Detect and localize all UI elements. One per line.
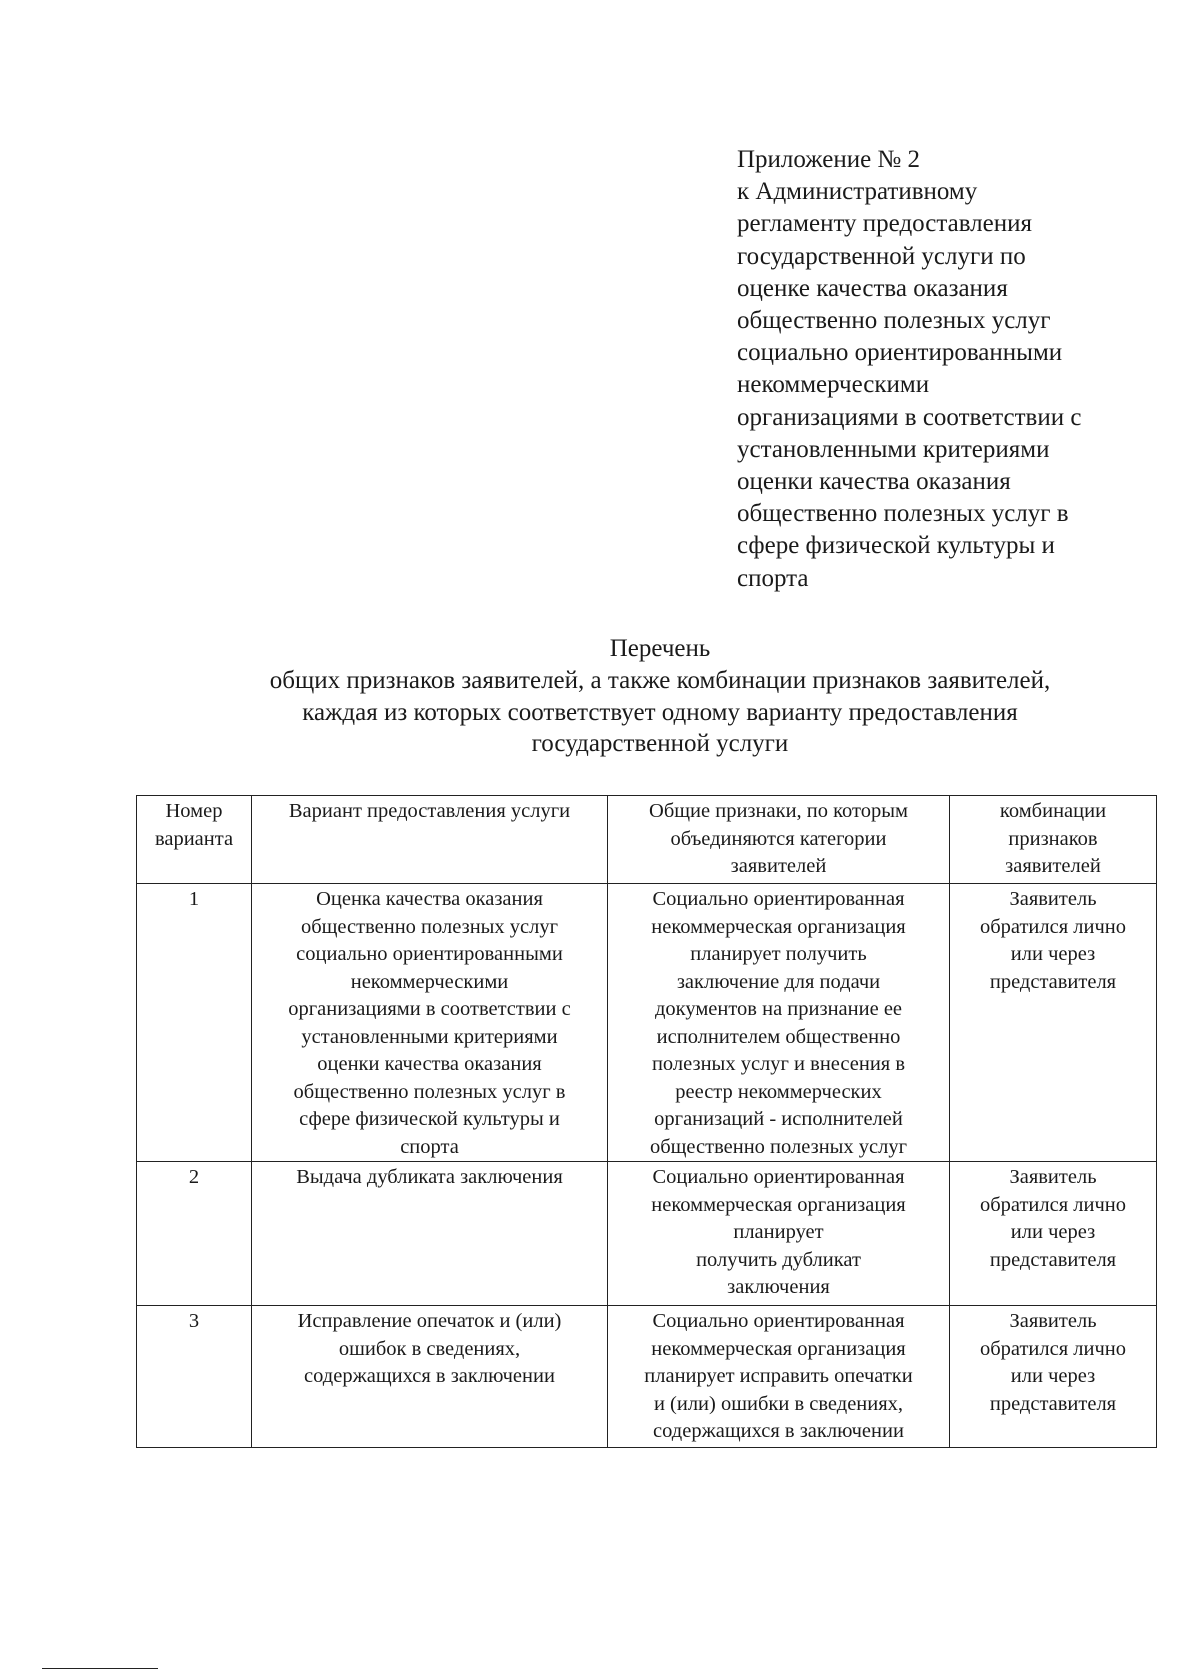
cell-line: Выдача дубликата заключения	[296, 1166, 563, 1188]
cell-line: 3	[188, 1310, 200, 1332]
appendix-header	[737, 144, 1157, 595]
cell-line: получить дубликат	[696, 1248, 861, 1271]
appendix-header-line: сфере физической культуры и	[737, 532, 1055, 560]
cell-line: полезных услуг и внесения в	[651, 1053, 906, 1075]
table-row	[137, 1162, 1157, 1306]
cell-line: некоммерческими	[350, 970, 509, 993]
cell-line: или через	[1010, 1221, 1096, 1243]
appendix-header-line: к Административному	[737, 178, 978, 206]
cell-line: объединяются категории	[670, 827, 887, 850]
cell-line: оценки качества оказания	[317, 1053, 542, 1075]
cell-line: Оценка качества оказания	[316, 888, 543, 910]
cell-line: заключения	[727, 1276, 830, 1298]
appendix-header-line: общественно полезных услуг в	[737, 500, 1069, 528]
cell-line: организаций - исполнителей	[654, 1108, 903, 1130]
cell-line: обратился лично	[979, 915, 1127, 938]
variants-table	[136, 795, 1157, 1448]
cell-line: и (или) ошибки в сведениях,	[653, 1392, 904, 1415]
cell-line: исполнителем общественно	[656, 1025, 901, 1048]
cell-line: общественно полезных услуг в	[293, 1080, 566, 1103]
cell-line: Исправление опечаток и (или)	[297, 1310, 562, 1332]
cell-line: признаков	[1008, 827, 1098, 850]
appendix-header-line: Приложение № 2	[737, 146, 921, 173]
cell-line: представителя	[989, 1392, 1117, 1415]
footnote-divider	[42, 1668, 158, 1669]
cell-line: сфере физической культуры и	[299, 1108, 560, 1130]
cell-variant-number	[137, 1162, 252, 1306]
appendix-header-line: общественно полезных услуг	[737, 307, 1051, 335]
table-header-row	[137, 796, 1157, 884]
cell-line: организациями в соответствии с	[288, 998, 571, 1020]
cell-line: или через	[1010, 1365, 1096, 1387]
cell-line: обратился лично	[979, 1337, 1127, 1360]
appendix-header-line: спорта	[737, 564, 809, 592]
cell-line: Социально ориентированная	[652, 1166, 905, 1188]
cell-service-variant	[252, 884, 608, 1162]
cell-line: заявителей	[730, 855, 827, 877]
cell-line: общественно полезных услуг	[649, 1135, 908, 1158]
cell-line: или через	[1010, 943, 1096, 965]
cell-variant-number	[137, 1306, 252, 1448]
cell-line: Номер	[165, 800, 223, 822]
cell-line: некоммерческая организация	[651, 1193, 906, 1216]
appendix-header-line: организациями в соответствии с	[737, 403, 1082, 431]
cell-line: реестр некоммерческих	[675, 1080, 882, 1103]
appendix-header-line: социально ориентированными	[737, 339, 1063, 367]
cell-line: содержащихся в заключении	[653, 1420, 904, 1442]
cell-line: Социально ориентированная	[652, 1310, 905, 1332]
cell-line: планирует	[733, 1221, 824, 1243]
cell-service-variant	[252, 1306, 608, 1448]
table-row	[137, 884, 1157, 1162]
cell-line: планирует исправить опечатки	[644, 1365, 913, 1387]
cell-line: Заявитель	[1009, 1310, 1097, 1332]
document-title-line: государственной услуги	[531, 730, 789, 758]
header-common-attributes	[608, 796, 950, 884]
cell-line: содержащихся в заключении	[304, 1365, 555, 1387]
cell-line: Заявитель	[1009, 1166, 1097, 1188]
document-title	[180, 633, 1140, 760]
cell-line: Вариант предоставления услуги	[288, 800, 571, 822]
cell-line: планирует получить	[690, 943, 867, 965]
cell-line: социально ориентированными	[296, 943, 563, 965]
cell-common-attributes	[608, 1162, 950, 1306]
document-title-line: общих признаков заявителей, а также комбинации признаков заявителей,	[269, 666, 1051, 694]
cell-line: варианта	[154, 827, 234, 850]
cell-line: комбинации	[999, 800, 1107, 822]
cell-common-attributes	[608, 1306, 950, 1448]
cell-common-attributes	[608, 884, 950, 1162]
cell-line: некоммерческая организация	[651, 1337, 906, 1360]
table-row	[137, 1306, 1157, 1448]
header-variant-number	[137, 796, 252, 884]
cell-line: заявителей	[1005, 855, 1101, 877]
appendix-header-line: установленными критериями	[737, 435, 1050, 463]
cell-line: Заявитель	[1009, 888, 1097, 910]
cell-line: Общие признаки, по которым	[649, 800, 908, 822]
cell-variant-number	[137, 884, 252, 1162]
appendix-header-line: оценки качества оказания	[737, 468, 1011, 496]
document-title-line: каждая из которых соответствует одному варианту предоставления	[302, 698, 1018, 726]
appendix-header-line: регламенту предоставления	[737, 210, 1033, 238]
cell-attribute-combinations	[950, 1306, 1157, 1448]
cell-line: общественно полезных услуг	[300, 915, 559, 938]
cell-line: заключение для подачи	[676, 970, 881, 993]
cell-line: 1	[188, 888, 200, 910]
appendix-header-line: государственной услуги по	[737, 242, 1026, 270]
appendix-header-line: некоммерческими	[737, 371, 930, 399]
cell-attribute-combinations	[950, 1162, 1157, 1306]
cell-line: спорта	[400, 1135, 459, 1158]
header-attribute-combinations	[950, 796, 1157, 884]
cell-line: документов на признание ее	[654, 998, 903, 1020]
cell-line: представителя	[989, 1248, 1117, 1271]
cell-line: представителя	[989, 970, 1117, 993]
appendix-header-line: оценке качества оказания	[737, 274, 1008, 302]
cell-line: 2	[188, 1166, 200, 1188]
document-title-line: Перечень	[609, 635, 711, 662]
cell-line: обратился лично	[979, 1193, 1127, 1216]
header-service-variant	[252, 796, 608, 884]
cell-line: Социально ориентированная	[652, 888, 905, 910]
cell-line: некоммерческая организация	[651, 915, 906, 938]
cell-attribute-combinations	[950, 884, 1157, 1162]
cell-line: установленными критериями	[301, 1025, 558, 1048]
cell-line: ошибок в сведениях,	[338, 1337, 521, 1360]
cell-service-variant	[252, 1162, 608, 1306]
